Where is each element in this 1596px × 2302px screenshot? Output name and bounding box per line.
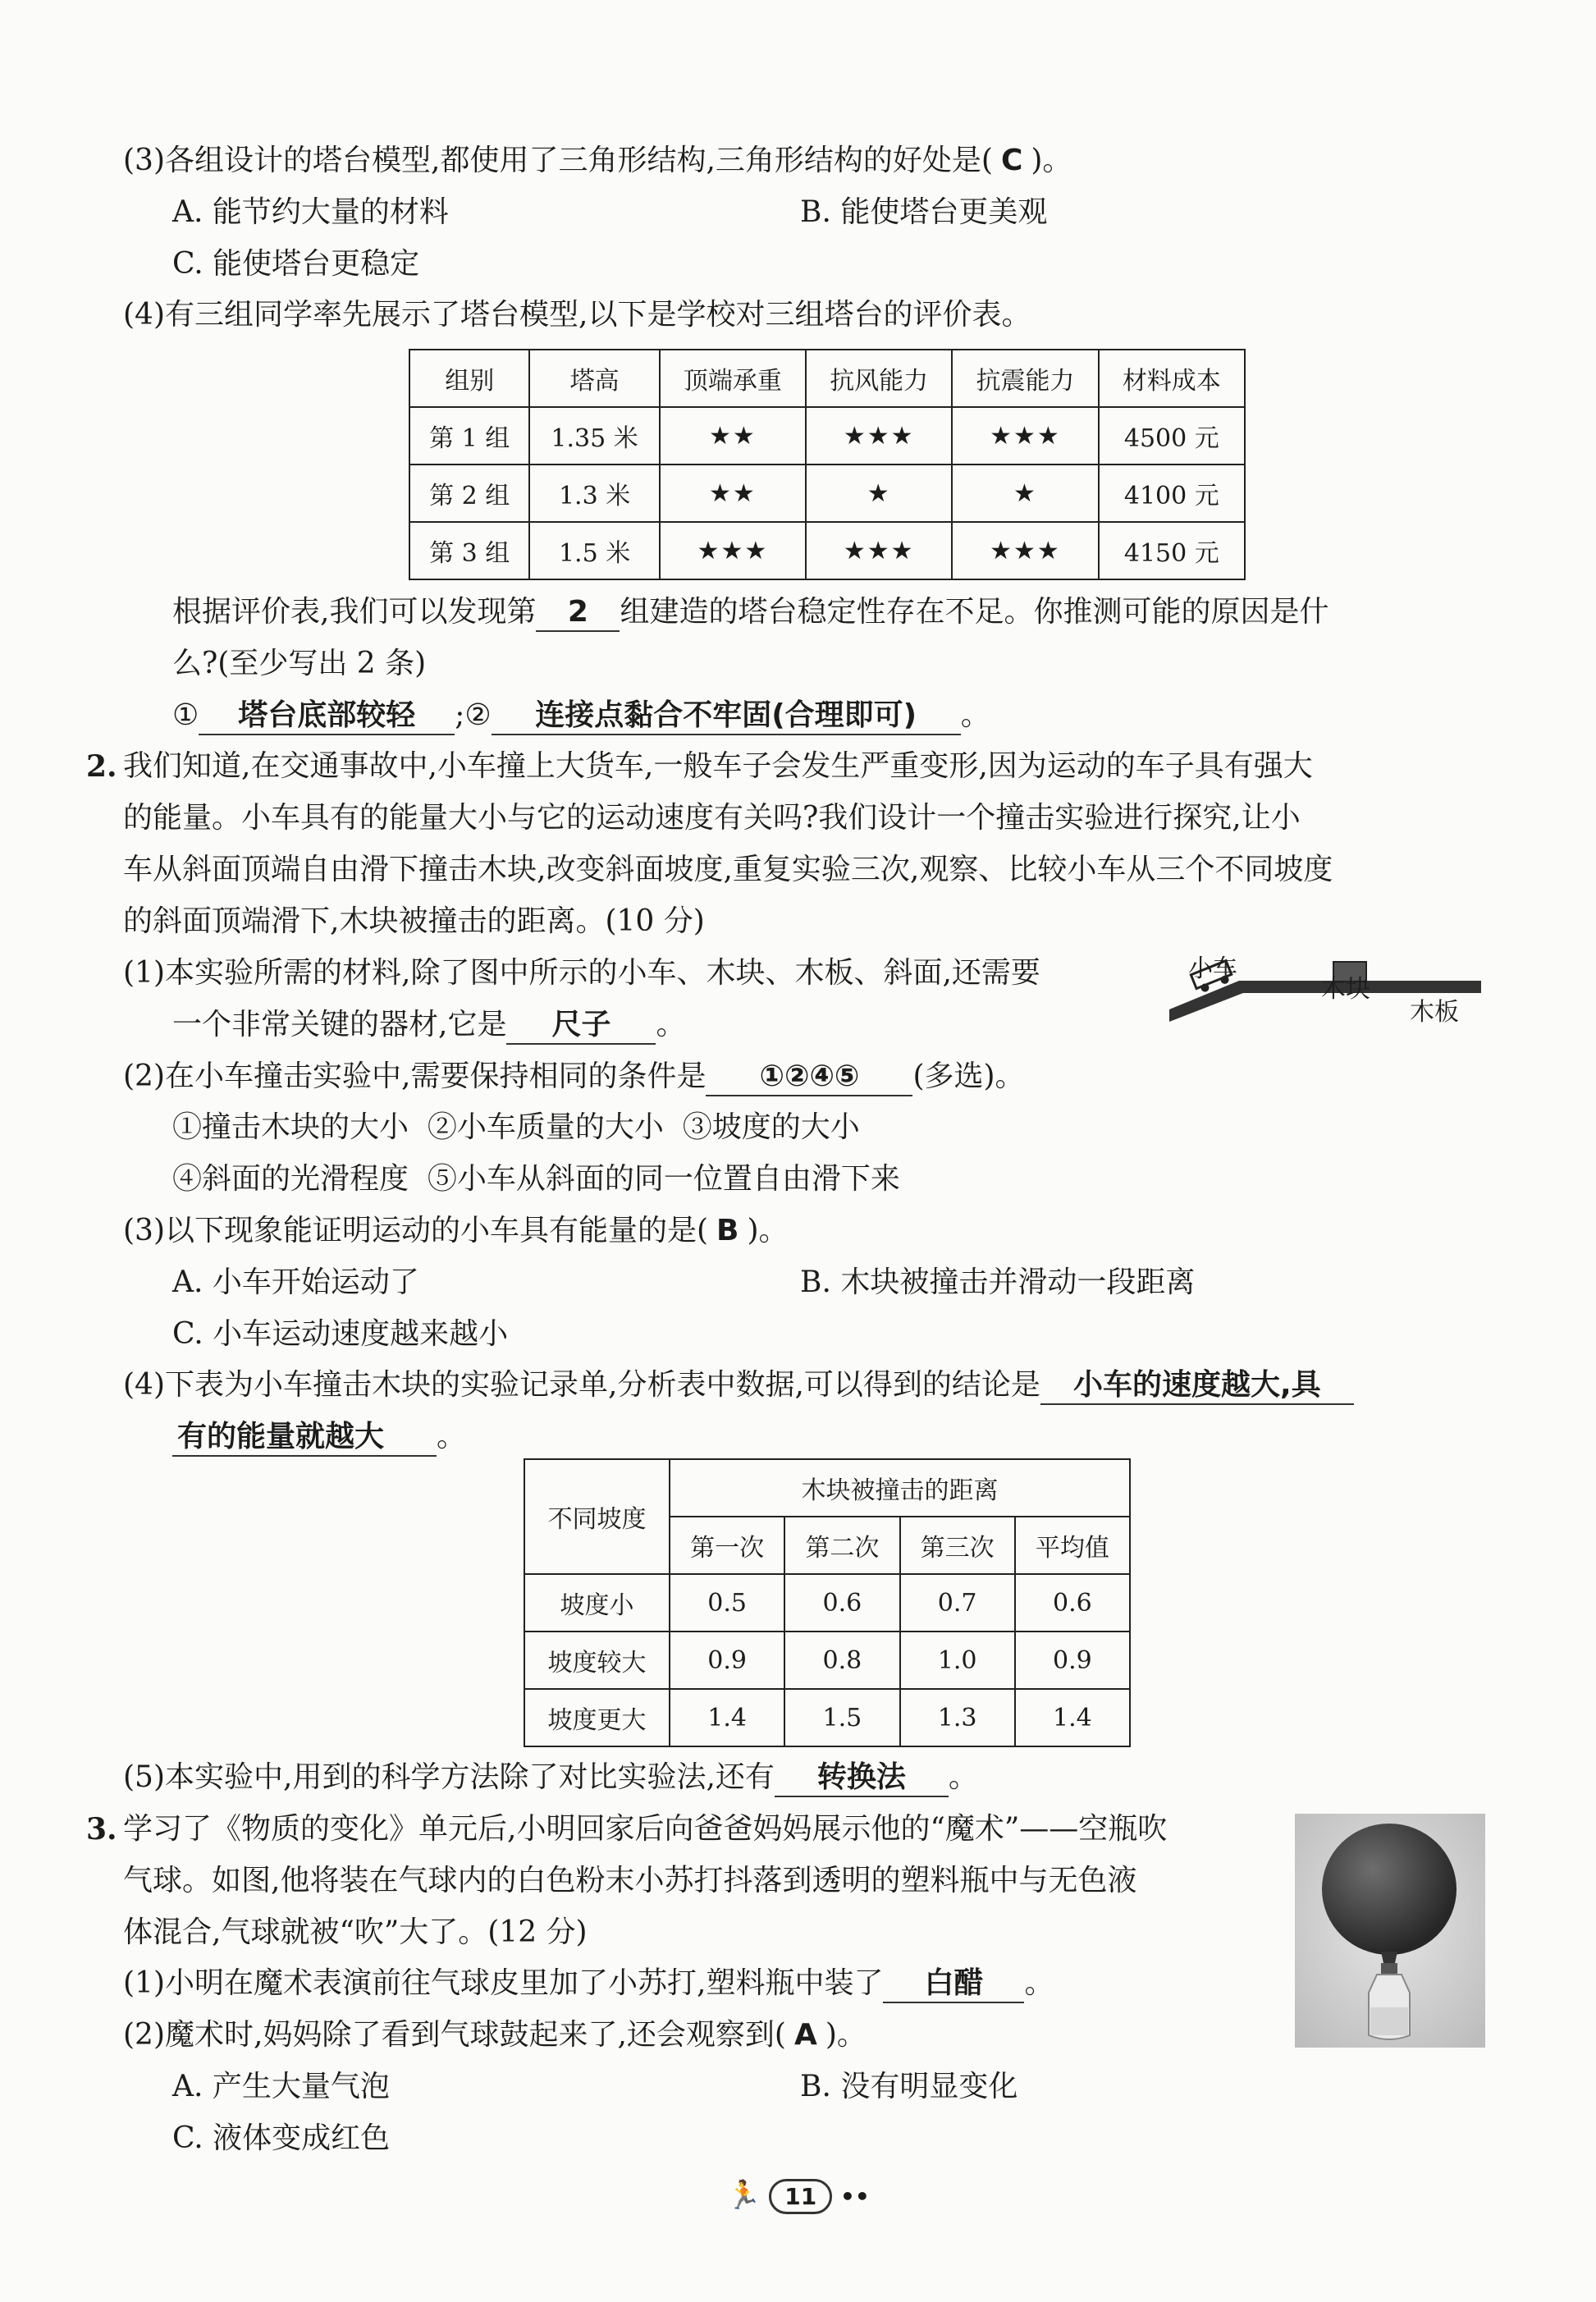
q2-intro-line: 车从斜面顶端自由滑下撞击木块,改变斜面坡度,重复实验三次,观察、比较小车从三个不同坡度 bbox=[123, 853, 1333, 886]
star-rating: ★★ bbox=[660, 465, 806, 522]
table-cell: 0.9 bbox=[670, 1632, 784, 1689]
table-cell: 0.9 bbox=[1015, 1632, 1130, 1689]
table-cell: 0.6 bbox=[784, 1574, 899, 1632]
table-cell: 1.5 bbox=[784, 1689, 899, 1746]
table-cell: 0.8 bbox=[784, 1632, 899, 1689]
q3-intro-line: 学习了《物质的变化》单元后,小明回家后向爸爸妈妈展示他的“魔术”——空瓶吹 bbox=[123, 1812, 1168, 1846]
q1-p3-stem: (3)各组设计的塔台模型,都使用了三角形结构,三角形结构的好处是( C )。 bbox=[123, 144, 1072, 177]
answer-blank-liquid: 白醋 bbox=[883, 1966, 1024, 2003]
answer-blank-reason-2: 连接点黏合不牢固(合理即可) bbox=[492, 698, 961, 735]
star-rating: ★★ bbox=[660, 407, 806, 465]
star-rating: ★★★ bbox=[660, 522, 806, 579]
star-rating: ★ bbox=[806, 465, 952, 522]
table-header: 顶端承重 bbox=[660, 350, 806, 407]
figure-label-board: 木板 bbox=[1410, 998, 1459, 1027]
q2-p3-answer: B bbox=[716, 1214, 739, 1247]
table-header: 材料成本 bbox=[1099, 350, 1245, 407]
table-cell: 1.3 bbox=[900, 1689, 1015, 1746]
answer-blank-group: 2 bbox=[536, 594, 620, 632]
table-row bbox=[409, 465, 1245, 522]
q2-p4-line2: 有的能量就越大 。 bbox=[172, 1417, 466, 1457]
runner-logo-icon: 🏃 bbox=[726, 2179, 761, 2212]
table-header-row bbox=[409, 350, 1245, 407]
table-cell: 4150 元 bbox=[1099, 522, 1245, 579]
star-rating: ★★★ bbox=[806, 522, 952, 579]
q1-p3-option-c: C. 能使塔台更稳定 bbox=[172, 247, 420, 281]
q3-p2-stem: (2)魔术时,妈妈除了看到气球鼓起来了,还会观察到( A )。 bbox=[123, 2018, 867, 2052]
q2-p2-stem: (2)在小车撞击实验中,需要保持相同的条件是 ①②④⑤ (多选)。 bbox=[123, 1057, 1025, 1096]
table-cell: 坡度小 bbox=[524, 1574, 670, 1632]
star-rating: ★★★ bbox=[952, 407, 1098, 465]
table-row bbox=[524, 1689, 1130, 1746]
table-cell: 1.4 bbox=[1015, 1689, 1130, 1746]
q2-intro-line: 我们知道,在交通事故中,小车撞上大货车,一般车子会发生严重变形,因为运动的车子具有强大 bbox=[123, 749, 1313, 783]
table-header: 抗震能力 bbox=[952, 350, 1098, 407]
q2-intro-line: 的能量。小车具有的能量大小与它的运动速度有关吗?我们设计一个撞击实验进行探究,让小 bbox=[123, 801, 1301, 835]
table-header: 抗风能力 bbox=[806, 350, 952, 407]
q2-number: 2. bbox=[86, 749, 117, 784]
q3-p2-option-b: B. 没有明显变化 bbox=[800, 2070, 1018, 2103]
q3-p2-option-a: A. 产生大量气泡 bbox=[172, 2070, 390, 2103]
table-cell: 1.35 米 bbox=[529, 407, 659, 465]
table-cell: 0.5 bbox=[670, 1574, 784, 1632]
q2-p1-line1: (1)本实验所需的材料,除了图中所示的小车、木块、木板、斜面,还需要 bbox=[123, 956, 1040, 990]
table-cell: 0.7 bbox=[900, 1574, 1015, 1632]
q1-p3-answer: C bbox=[1000, 144, 1023, 177]
figure-label-block: 木块 bbox=[1321, 975, 1370, 1004]
table-row bbox=[409, 407, 1245, 465]
table-header: 第三次 bbox=[900, 1517, 1015, 1574]
balloon-icon bbox=[1322, 1824, 1457, 1955]
table-cell: 1.5 米 bbox=[529, 522, 659, 579]
q3-intro-line: 气球。如图,他将装在气球内的白色粉末小苏打抖落到透明的塑料瓶中与无色液 bbox=[123, 1864, 1137, 1897]
table-row bbox=[524, 1574, 1130, 1632]
q2-p3-option-c: C. 小车运动速度越来越小 bbox=[172, 1317, 509, 1351]
answer-blank-conclusion-2: 有的能量就越大 bbox=[172, 1419, 437, 1457]
table-group-header: 木块被撞击的距离 bbox=[670, 1459, 1130, 1517]
q2-p4-stem: (4)下表为小车撞击木块的实验记录单,分析表中数据,可以得到的结论是 小车的速度越大,具 bbox=[123, 1366, 1354, 1405]
figure-label-car: 小车 bbox=[1188, 954, 1237, 983]
answer-blank-conditions: ①②④⑤ bbox=[706, 1059, 912, 1096]
star-rating: ★ bbox=[952, 465, 1098, 522]
q3-p2-answer: A bbox=[793, 2018, 817, 2052]
q1-p3-option-a: A. 能节约大量的材料 bbox=[172, 195, 449, 229]
footer-dots-icon: •• bbox=[840, 2183, 870, 2210]
q3-number: 3. bbox=[86, 1812, 117, 1847]
table-cell: 1.0 bbox=[900, 1632, 1015, 1689]
table-cell: 第 1 组 bbox=[409, 407, 529, 465]
balloon-bottle-photo bbox=[1295, 1814, 1485, 2048]
q3-intro-line: 体混合,气球就被“吹”大了。(12 分) bbox=[123, 1915, 588, 1949]
page-number: 11 bbox=[769, 2179, 832, 2214]
q2-p3-stem: (3)以下现象能证明运动的小车具有能量的是( B )。 bbox=[123, 1214, 789, 1247]
table-cell: 1.3 米 bbox=[529, 465, 659, 522]
table-row bbox=[524, 1632, 1130, 1689]
table-header: 塔高 bbox=[529, 350, 659, 407]
table-cell: 4500 元 bbox=[1099, 407, 1245, 465]
collision-record-table bbox=[524, 1458, 1131, 1747]
answer-blank-method: 转换法 bbox=[775, 1760, 949, 1797]
q2-intro-line: 的斜面顶端滑下,木块被撞击的距离。(10 分) bbox=[123, 904, 705, 938]
q1-p3-option-b: B. 能使塔台更美观 bbox=[800, 195, 1048, 229]
page-footer bbox=[0, 2179, 1596, 2214]
table-cell: 4100 元 bbox=[1099, 465, 1245, 522]
q1-p4-text1: 根据评价表,我们可以发现第 2 组建造的塔台稳定性存在不足。你推测可能的原因是什 bbox=[172, 593, 1328, 632]
table-cell: 第 3 组 bbox=[409, 522, 529, 579]
table-header-row bbox=[524, 1459, 1130, 1517]
table-cell: 1.4 bbox=[670, 1689, 784, 1746]
q2-p3-option-a: A. 小车开始运动了 bbox=[172, 1265, 419, 1299]
q2-p1-line2: 一个非常关键的器材,它是 尺子 。 bbox=[172, 1005, 685, 1045]
q2-p2-options-1: ①撞击木块的大小 ②小车质量的大小 ③坡度的大小 bbox=[172, 1110, 860, 1144]
table-corner-header: 不同坡度 bbox=[524, 1459, 670, 1574]
q3-p2-option-c: C. 液体变成红色 bbox=[172, 2121, 391, 2155]
table-header: 平均值 bbox=[1015, 1517, 1130, 1574]
table-cell: 0.6 bbox=[1015, 1574, 1130, 1632]
q3-p1-stem: (1)小明在魔术表演前往气球皮里加了小苏打,塑料瓶中装了 白醋 。 bbox=[123, 1964, 1054, 2003]
q2-p3-option-b: B. 木块被撞击并滑动一段距离 bbox=[800, 1265, 1196, 1299]
table-header: 组别 bbox=[409, 350, 529, 407]
star-rating: ★★★ bbox=[952, 522, 1098, 579]
q1-p4-reasons: ① 塔台底部较轻 ;② 连接点黏合不牢固(合理即可) 。 bbox=[172, 696, 990, 735]
q1-p4-stem: (4)有三组同学率先展示了塔台模型,以下是学校对三组塔台的评价表。 bbox=[123, 298, 1031, 332]
table-header: 第一次 bbox=[670, 1517, 784, 1574]
table-header: 第二次 bbox=[784, 1517, 899, 1574]
q1-p4-text2: 么?(至少写出 2 条) bbox=[172, 647, 427, 680]
answer-blank-reason-1: 塔台底部较轻 bbox=[199, 698, 455, 735]
q2-p2-options-2: ④斜面的光滑程度 ⑤小车从斜面的同一位置自由滑下来 bbox=[172, 1162, 900, 1196]
tower-evaluation-table bbox=[409, 349, 1246, 580]
q2-p5-stem: (5)本实验中,用到的科学方法除了对比实验法,还有 转换法 。 bbox=[123, 1758, 978, 1797]
table-row bbox=[409, 522, 1245, 579]
table-cell: 坡度较大 bbox=[524, 1632, 670, 1689]
star-rating: ★★★ bbox=[806, 407, 952, 465]
answer-blank-tool: 尺子 bbox=[506, 1007, 656, 1045]
table-cell: 第 2 组 bbox=[409, 465, 529, 522]
answer-blank-conclusion-1: 小车的速度越大,具 bbox=[1040, 1367, 1354, 1405]
table-cell: 坡度更大 bbox=[524, 1689, 670, 1746]
